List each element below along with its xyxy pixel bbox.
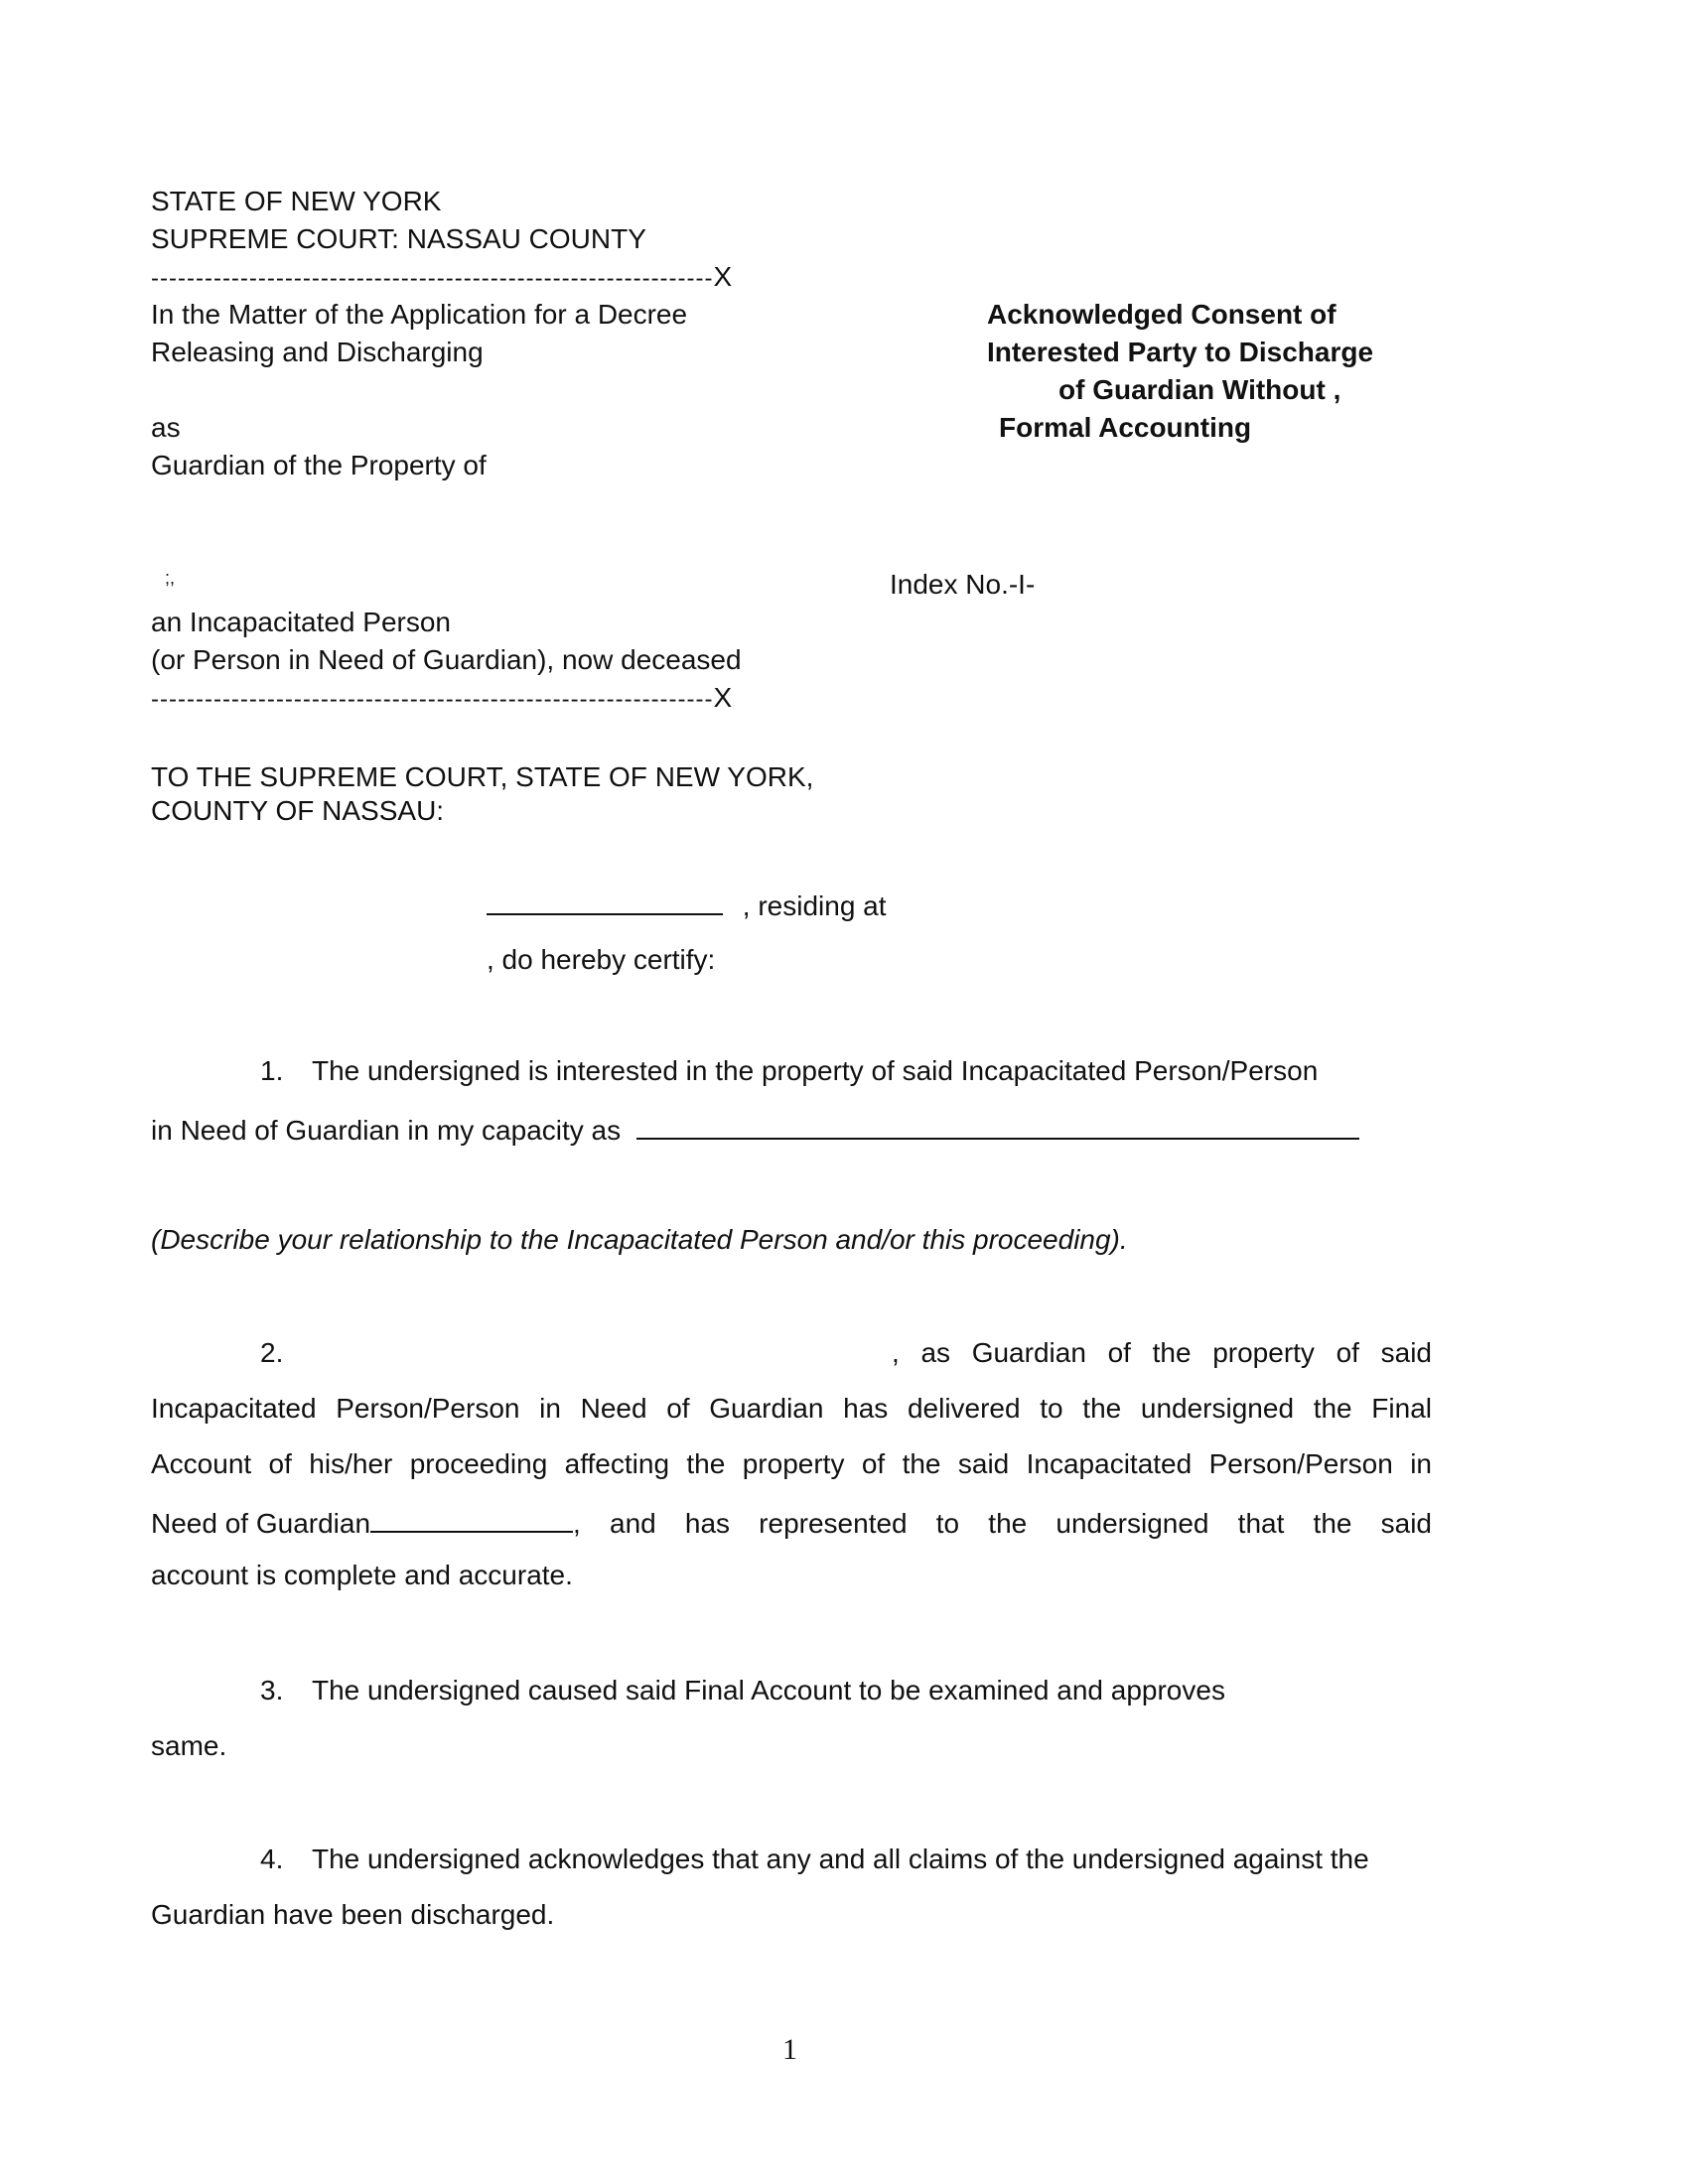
page-number: 1: [782, 2033, 797, 2066]
para4-number: 4.: [260, 1843, 284, 1874]
guardian-date-blank[interactable]: [370, 1501, 573, 1533]
separator-dashes: ---------------------------------------------------------------: [151, 686, 714, 713]
caption-separator-bottom: [151, 679, 732, 719]
para2-line-1: [892, 1334, 1432, 1372]
matter-line-2: Releasing and Discharging: [151, 337, 484, 367]
document-title-line-1: Acknowledged Consent of: [987, 299, 1336, 330]
para3-line-1: The undersigned caused said Final Account to be examined and approves: [312, 1675, 1225, 1706]
separator-x: X: [713, 261, 733, 292]
residing-line: [487, 884, 887, 925]
para3-line-2: same.: [151, 1730, 227, 1761]
court-heading: SUPREME COURT: NASSAU COUNTY: [151, 223, 646, 254]
para4-line-2: Guardian have been discharged.: [151, 1899, 555, 1930]
name-blank[interactable]: [487, 884, 723, 915]
state-heading: STATE OF NEW YORK: [151, 186, 442, 216]
para4-line-1: The undersigned acknowledges that any and all claims of the undersigned against the: [312, 1843, 1369, 1874]
need-of-guardian: (or Person in Need of Guardian), now deceased: [151, 644, 742, 675]
para1-line-1: The undersigned is interested in the property of said Incapacitated Person/Person: [312, 1055, 1319, 1086]
separator-x: X: [713, 682, 733, 713]
caption-separator-top: [151, 258, 732, 298]
guardian-of-property: Guardian of the Property of: [151, 450, 487, 480]
para2-line-2: [151, 1390, 1432, 1428]
para1-note: (Describe your relationship to the Incapacitated Person and/or this proceeding).: [151, 1224, 1128, 1255]
para2-line-2-text: Incapacitated Person/Person in Need of Guardian has delivered to the undersigned the Final: [151, 1393, 1432, 1424]
address-line-1: TO THE SUPREME COURT, STATE OF NEW YORK,: [151, 761, 814, 792]
document-title-line-3: of Guardian Without ,: [1058, 374, 1341, 405]
residing-text: , residing at: [742, 890, 887, 921]
address-line-2: COUNTY OF NASSAU:: [151, 795, 445, 826]
incapacitated-person: an Incapacitated Person: [151, 607, 451, 637]
certify-line: , do hereby certify:: [487, 944, 716, 975]
para2-line-5: account is complete and accurate.: [151, 1560, 573, 1590]
caption-as: as: [151, 412, 181, 443]
para2-line-4a: Need of Guardian: [151, 1508, 371, 1539]
para2-line-3: [151, 1445, 1432, 1483]
separator-dashes: ---------------------------------------------------------------: [151, 265, 714, 292]
para1-number: 1.: [260, 1055, 284, 1086]
index-number: Index No.-I-: [890, 569, 1036, 600]
para2-number: 2.: [260, 1337, 284, 1368]
capacity-blank[interactable]: [636, 1108, 1359, 1140]
document-title-line-2: Interested Party to Discharge: [987, 337, 1374, 367]
para2-line-4b: , and has represented to the undersigned that the said: [573, 1508, 1432, 1539]
para1-line-2: [151, 1108, 1359, 1150]
para3-number: 3.: [260, 1675, 284, 1706]
para2-line-4: [151, 1501, 1432, 1543]
para1-capacity-text: in Need of Guardian in my capacity as: [151, 1115, 622, 1146]
name-placeholder-mark: ;,: [165, 568, 176, 588]
document-title-line-4: Formal Accounting: [999, 412, 1252, 443]
matter-line-1: In the Matter of the Application for a Decree: [151, 299, 688, 330]
para2-line-1-text: , as Guardian of the property of said: [892, 1337, 1432, 1368]
para2-line-3-text: Account of his/her proceeding affecting the property of the said Incapacitated Person/Person in: [151, 1448, 1432, 1479]
